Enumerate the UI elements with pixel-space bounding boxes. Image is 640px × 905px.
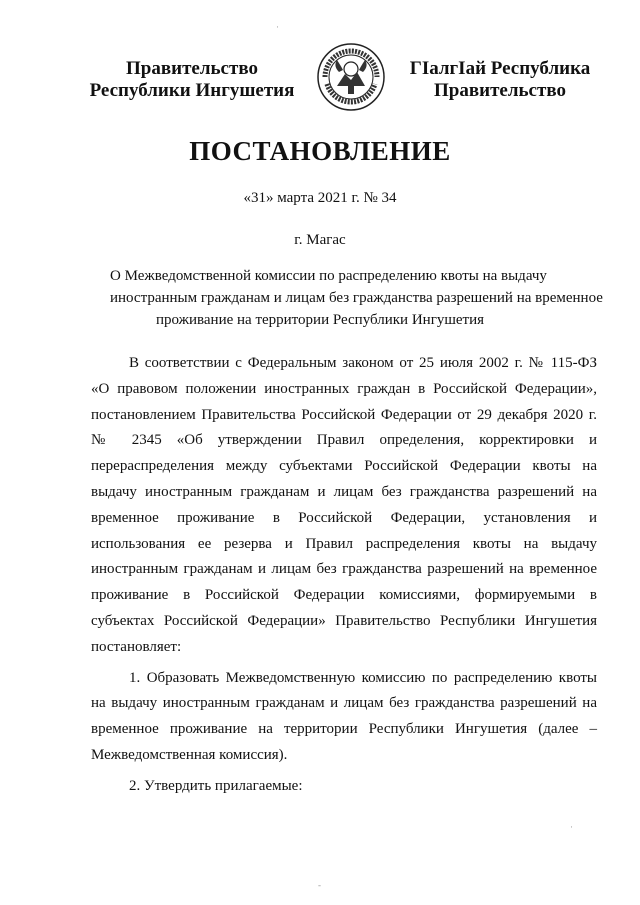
document-title: ПОСТАНОВЛЕНИЕ	[189, 136, 451, 166]
text-line: использования ее резерва и Правил распределения квоты на выдачу	[91, 535, 597, 552]
subject-line: иностранным гражданам и лицам без гражданства разрешений на временное	[110, 290, 603, 306]
header-right	[400, 58, 600, 102]
header-left-line-1: Правительство	[126, 58, 258, 79]
text-line: субъектах Российской Федерации» Правительство Республики Ингушетия	[91, 612, 597, 629]
subject-line: О Межведомственной комиссии по распределению квоты на выдачу	[110, 268, 547, 284]
scan-dot: ·	[276, 22, 279, 32]
text-line: В соответствии с Федеральным законом от 25 июля 2002 г. № 115-ФЗ	[129, 355, 597, 371]
text-line: «О правовом положении иностранных граждан в Российской Федерации»,	[91, 380, 597, 397]
text-line: выдачу иностранным гражданам и лицам без гражданства разрешений на	[91, 483, 597, 500]
item-1-paragraph	[91, 667, 597, 770]
document-body	[91, 352, 597, 801]
coat-of-arms-emblem	[313, 42, 389, 112]
document-subject	[110, 265, 603, 331]
text-line: временное проживание в Российской Федерации, установления и	[91, 509, 597, 526]
scan-dot: ·	[570, 822, 573, 832]
text-line: № 2345 «Об утверждении Правил определения, корректировки и	[91, 432, 597, 449]
header-left-line-2: Республики Ингушетия	[89, 80, 295, 101]
text-line: Межведомственная комиссия).	[91, 746, 288, 763]
text-line: 1. Образовать Межведомственную комиссию по распределению квоты	[129, 669, 597, 686]
text-line: иностранным гражданам и лицам без гражданства разрешений на временное	[91, 561, 597, 578]
text-line: постановлением Правительства Российской Федерации от 29 декабря 2020 г.	[91, 406, 597, 423]
header-right-line-2: Правительство	[434, 80, 566, 101]
text-line: на выдачу иностранным гражданам и лицам без гражданства разрешений на	[91, 695, 597, 712]
item-2-paragraph	[91, 775, 597, 801]
text-line: 2. Утвердить прилагаемые:	[129, 777, 303, 794]
header-right-line-1: ГIалгIай Республика	[409, 58, 591, 79]
document-date: «31» марта 2021 г. № 34	[243, 190, 397, 206]
text-line: постановляет:	[91, 638, 182, 655]
text-line: перераспределения между субъектами Российской Федерации квоты на	[91, 458, 597, 475]
preamble-paragraph	[91, 352, 597, 662]
document-city: г. Магас	[294, 232, 346, 248]
subject-line: проживание на территории Республики Ингушетия	[155, 312, 485, 328]
header-left	[82, 58, 302, 102]
text-line: проживание в Российской Федерации комиссиями, формируемыми в	[91, 587, 597, 604]
scan-dot: -	[318, 880, 321, 890]
text-line: временное проживание на территории Республики Ингушетия (далее –	[91, 721, 597, 738]
